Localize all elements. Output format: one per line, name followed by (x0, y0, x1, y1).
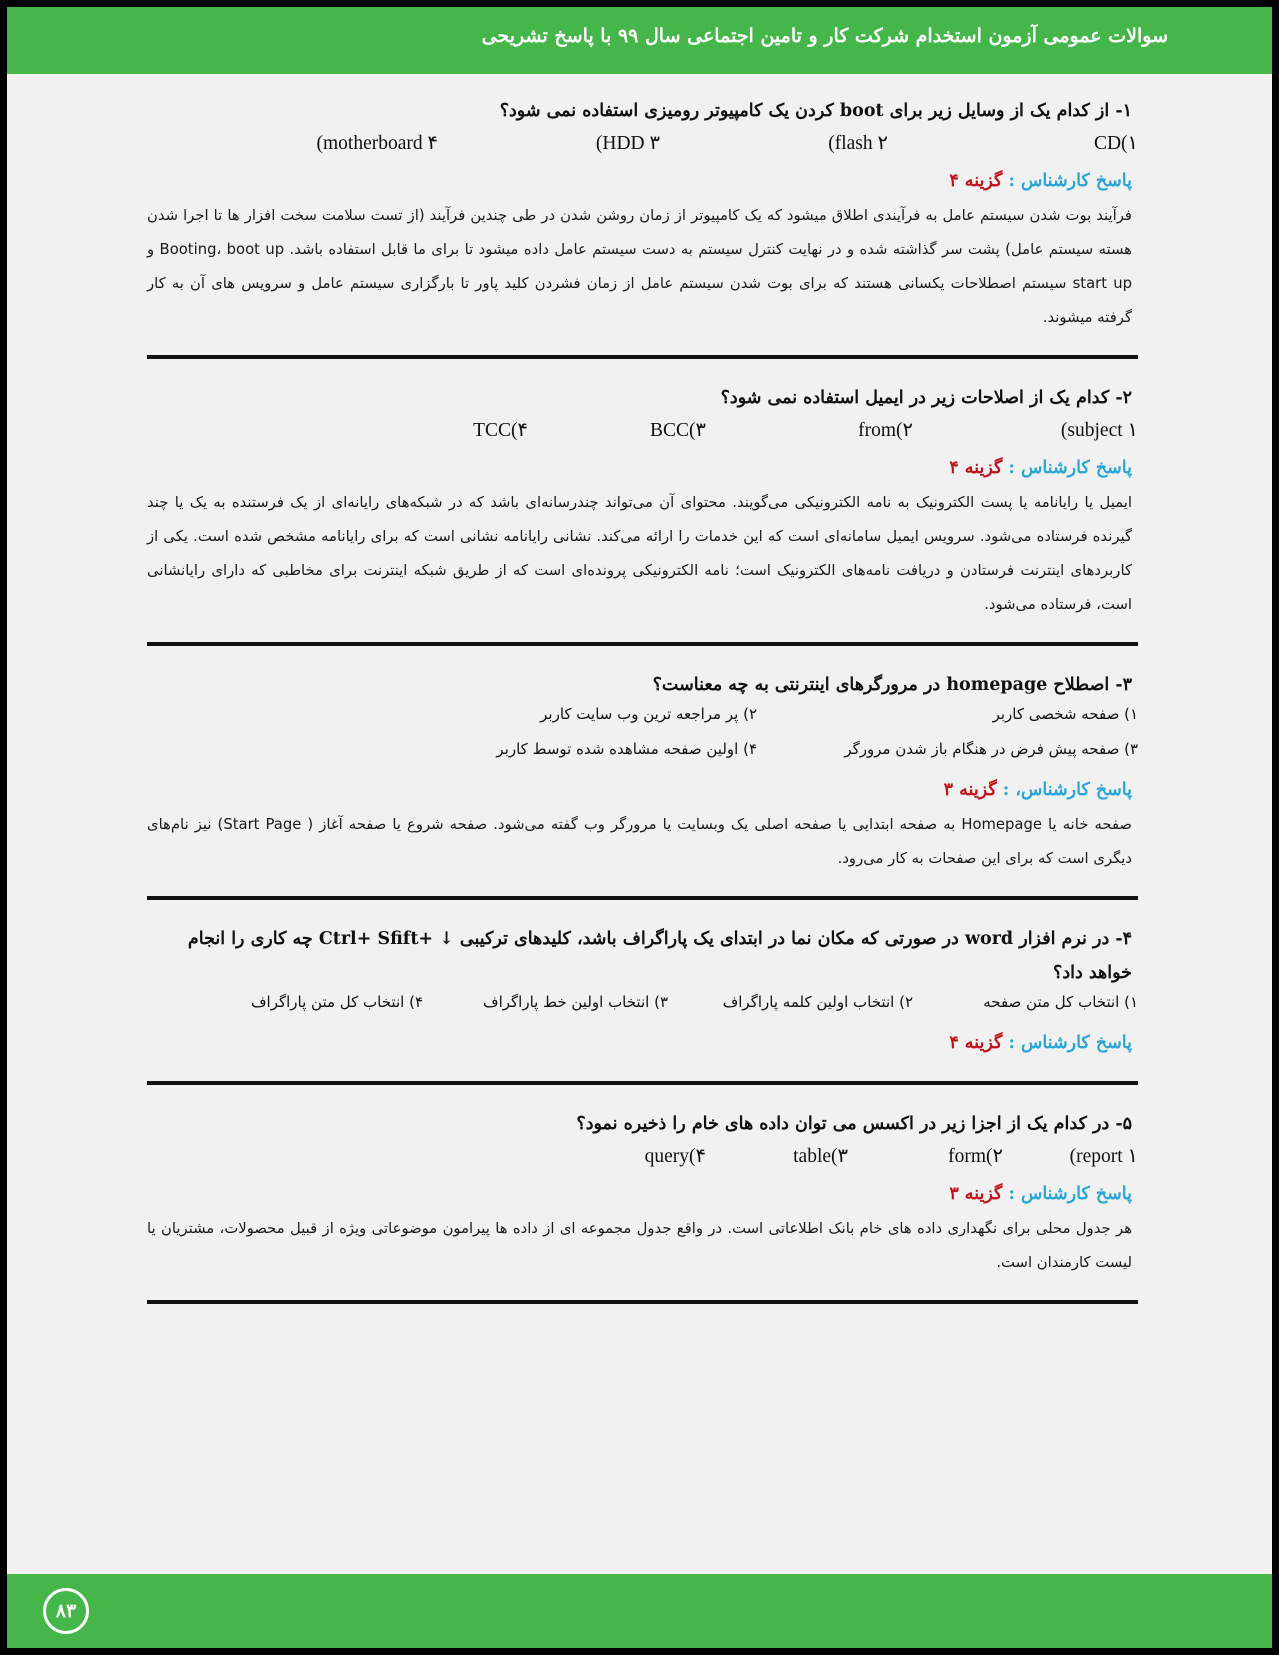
answer-value: گزینه ۳ (943, 780, 997, 800)
question-block (147, 668, 1138, 900)
answer-value: گزینه ۴ (949, 171, 1003, 191)
option: subject ۱) (1060, 420, 1138, 441)
question-title: ۳- اصطلاح homepage در مرورگرهای اینترنتی به چه معناست؟ (652, 675, 1132, 695)
answer-label: پاسخ کارشناس، : (1002, 780, 1132, 800)
option: TCC(۴ (473, 420, 528, 441)
option: table(۳ (793, 1146, 848, 1167)
question-block (147, 1107, 1138, 1304)
page-title: سوالات عمومی آزمون استخدام شرکت کار و تامین اجتماعی سال ۹۹ با پاسخ تشریحی (481, 25, 1168, 47)
question-title: ۱- از کدام یک از وسایل زیر برای boot کردن یک کامپیوتر رومیزی استفاده نمی شود؟ (499, 101, 1132, 121)
option: from(۲ (858, 420, 913, 441)
options-row (147, 1141, 1138, 1176)
option: ۲) انتخاب اولین کلمه پاراگراف (722, 993, 913, 1011)
option: HDD ۳) (595, 133, 660, 154)
expert-answer (147, 1025, 1138, 1061)
answer-label: پاسخ کارشناس : (1008, 1184, 1132, 1204)
options-row (147, 702, 1138, 737)
option: ۱) صفحه شخصی کاربر (992, 705, 1138, 723)
explanation: صفحه خانه یا Homepage به صفحه ابتدایی یا صفحه اصلی یک وبسایت یا مرورگر وب گفته می‌شود. صفحه شروع یا صفحه آغاز ( Start Page) نیز نام‌های دیگری است که برای این صفحات به کار می‌رود. (147, 816, 1133, 867)
answer-label: پاسخ کارشناس : (1008, 1033, 1132, 1053)
expert-answer (147, 163, 1138, 199)
option: query(۴ (644, 1146, 706, 1167)
answer-value: گزینه ۴ (949, 1033, 1003, 1053)
explanation: ایمیل یا رایانامه یا پست الکترونیک به نامه الکترونیکی می‌گویند. محتوای آن می‌تواند چندرسانه‌ای باشد که در شبکه‌های رایانه‌ای از یک فرستنده به یک یا چند گیرنده فرستاده می‌شود. سرویس ایمیل سامانه‌ای است که این خدمات را ارائه می‌کند. نشانی رایانامه نشانی است که برای رایانامه مشخص شده است. یکی از کاربردهای اینترنت فرستادن و دریافت نامه‌های الکترونیک است؛ نامه الکترونیکی پرونده‌ای است که از طریق شبکه اینترنت برای مخاطبی که دارای رایانشانی است، فرستاده می‌شود. (147, 494, 1132, 613)
option: form(۲ (948, 1146, 1003, 1167)
explanation: هر جدول محلی برای نگهداری داده های خام بانک اطلاعاتی است. در واقع جدول مجموعه ای از داده ها پیرامون موضوعاتی ویژه از قبیل محصولات، مشتریان یا لیست کارمندان است. (147, 1220, 1132, 1271)
option: ۴) اولین صفحه مشاهده شده توسط کاربر (496, 740, 757, 758)
question-title: ۲- کدام یک از اصلاحات زیر در ایمیل استفاده نمی شود؟ (720, 388, 1132, 408)
options-row (147, 990, 1138, 1025)
expert-answer (147, 1176, 1138, 1212)
option: ۱) انتخاب کل متن صفحه (983, 993, 1138, 1011)
question-title: ۵- در کدام یک از اجزا زیر در اکسس می توان داده های خام را ذخیره نمود؟ (576, 1114, 1132, 1134)
page-number: ۸۳ (43, 1588, 89, 1634)
content (147, 94, 1138, 1326)
page (7, 7, 1272, 1648)
divider (147, 1300, 1138, 1304)
question-block (147, 922, 1138, 1085)
option: ۴) انتخاب کل متن پاراگراف (250, 993, 423, 1011)
answer-label: پاسخ کارشناس : (1008, 458, 1132, 478)
option: ۲) پر مراجعه ترین وب سایت کاربر (540, 705, 757, 723)
expert-answer (147, 450, 1138, 486)
answer-value: گزینه ۴ (949, 458, 1003, 478)
option: motherboard ۴) (316, 133, 438, 154)
option: ۳) صفحه پیش فرض در هنگام باز شدن مرورگر (844, 740, 1138, 758)
divider (147, 642, 1138, 646)
question-title: ۴- در نرم افزار word در صورتی که مکان نما در ابتدای یک پاراگراف باشد، کلیدهای ترکیبی ↓ +Ctrl+ Sfift چه کاری را انجام خواهد داد؟ (187, 929, 1132, 983)
answer-label: پاسخ کارشناس : (1008, 171, 1132, 191)
option: report ۱) (1069, 1146, 1138, 1167)
question-block (147, 381, 1138, 646)
option: CD(۱ (1093, 133, 1138, 154)
divider (147, 1081, 1138, 1085)
option: ۳) انتخاب اولین خط پاراگراف (483, 993, 668, 1011)
options-row (147, 415, 1138, 450)
explanation: فرآیند بوت شدن سیستم عامل به فرآیندی اطلاق میشود که یک کامپیوتر از زمان روشن شدن در طی چندین فرآیند (از تست سلامت سخت افزار ها تا اجرا شدن هسته سیستم عامل) پشت سر گذاشته شده و در نهایت کنترل سیستم به دست سیستم عامل داده میشود تا برای ما قابل استفاده باشد. Booting، boot up و start up سیستم اصطلاحات یکسانی هستند که برای بوت شدن سیستم عامل از زمان فشردن کلید پاور تا بارگزاری سیستم عامل و سرویس های آن به کار گرفته میشوند. (147, 207, 1132, 326)
answer-value: گزینه ۳ (949, 1184, 1003, 1204)
divider (147, 355, 1138, 359)
option: BCC(۳ (650, 420, 706, 441)
expert-answer (147, 772, 1138, 808)
question-block (147, 94, 1138, 359)
header-bar (7, 7, 1272, 74)
option: flash ۲) (828, 133, 888, 154)
options-row (147, 737, 1138, 772)
options-row (147, 128, 1138, 163)
footer-bar (7, 1574, 1272, 1648)
divider (147, 896, 1138, 900)
